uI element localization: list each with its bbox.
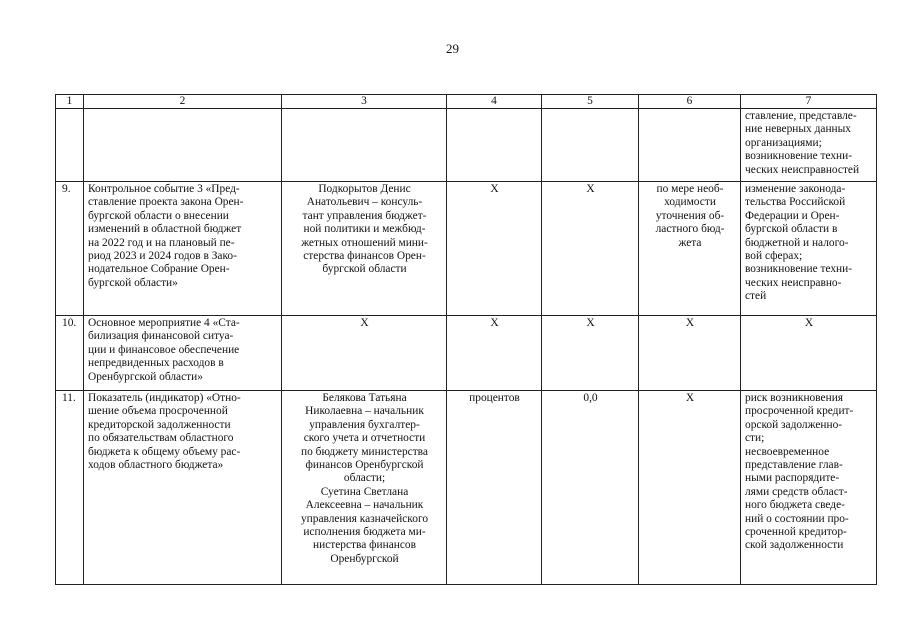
row-value: Х bbox=[542, 182, 639, 316]
header-cell: 7 bbox=[741, 95, 877, 109]
row-unit: процентов bbox=[447, 391, 542, 585]
row-name: Показатель (индикатор) «Отно- шение объема просроченной кредиторской задолженности по обязательствам областного бюджета к общему объему рас- ходов областного бюджета» bbox=[84, 391, 282, 585]
table-header-row bbox=[56, 95, 877, 109]
plan-table bbox=[55, 94, 877, 585]
row-risks: ставление, представле- ние неверных данных организациями; возникновение техни- ческих неисправностей bbox=[741, 109, 877, 182]
row-unit: Х bbox=[447, 316, 542, 391]
row-number: 10. bbox=[56, 316, 84, 391]
row-responsible: Белякова Татьяна Николаевна – начальник управления бухгалтер- ского учета и отчетности по бюджету министерства финансов Оренбургской области; Суетина Светлана Алексеевна – начальник управления казначейского исполнения бюджета ми- нистерства финансов Оренбургской bbox=[282, 391, 447, 585]
row-term: Х bbox=[639, 391, 741, 585]
table-row bbox=[56, 316, 877, 391]
page-number: 29 bbox=[446, 41, 459, 56]
row-term: по мере необ- ходимости уточнения об- ластного бюд- жета bbox=[639, 182, 741, 316]
row-number: 11. bbox=[56, 391, 84, 585]
row-number: 9. bbox=[56, 182, 84, 316]
row-unit bbox=[447, 109, 542, 182]
row-number bbox=[56, 109, 84, 182]
table-row bbox=[56, 182, 877, 316]
row-value bbox=[542, 109, 639, 182]
row-risks: изменение законода- тельства Российской Федерации и Орен- бургской области в бюджетной и налого- вой сферах; возникновение техни- ческих неисправно- стей bbox=[741, 182, 877, 316]
row-name bbox=[84, 109, 282, 182]
row-responsible: Подкорытов Денис Анатольевич – консуль- тант управления бюджет- ной политики и межбюд- жетных отношений мини- стерства финансов Орен- бургской области bbox=[282, 182, 447, 316]
header-cell: 4 bbox=[447, 95, 542, 109]
row-unit: Х bbox=[447, 182, 542, 316]
row-term bbox=[639, 109, 741, 182]
table-row bbox=[56, 391, 877, 585]
header-cell: 3 bbox=[282, 95, 447, 109]
header-cell: 2 bbox=[84, 95, 282, 109]
row-responsible: Х bbox=[282, 316, 447, 391]
table-row bbox=[56, 109, 877, 182]
row-value: 0,0 bbox=[542, 391, 639, 585]
header-cell: 6 bbox=[639, 95, 741, 109]
row-term: Х bbox=[639, 316, 741, 391]
row-name: Основное мероприятие 4 «Ста- билизация финансовой ситуа- ции и финансовое обеспечение непредвиденных расходов в Оренбургской области» bbox=[84, 316, 282, 391]
row-name: Контрольное событие 3 «Пред- ставление проекта закона Орен- бургской области о внесении изменений в областной бюджет на 2022 год и на плановый пе- риод 2023 и 2024 годов в Зако- нодательное Собрание Орен- бургской области» bbox=[84, 182, 282, 316]
row-responsible bbox=[282, 109, 447, 182]
row-value: Х bbox=[542, 316, 639, 391]
header-cell: 1 bbox=[56, 95, 84, 109]
row-risks: риск возникновения просроченной кредит- орской задолженно- сти; несвоевременное представление глав- ными распорядите- лями средств област- ного бюджета сведе- ний о состоянии про- сроченной кредитор- ской задолженности bbox=[741, 391, 877, 585]
row-risks: Х bbox=[741, 316, 877, 391]
header-cell: 5 bbox=[542, 95, 639, 109]
